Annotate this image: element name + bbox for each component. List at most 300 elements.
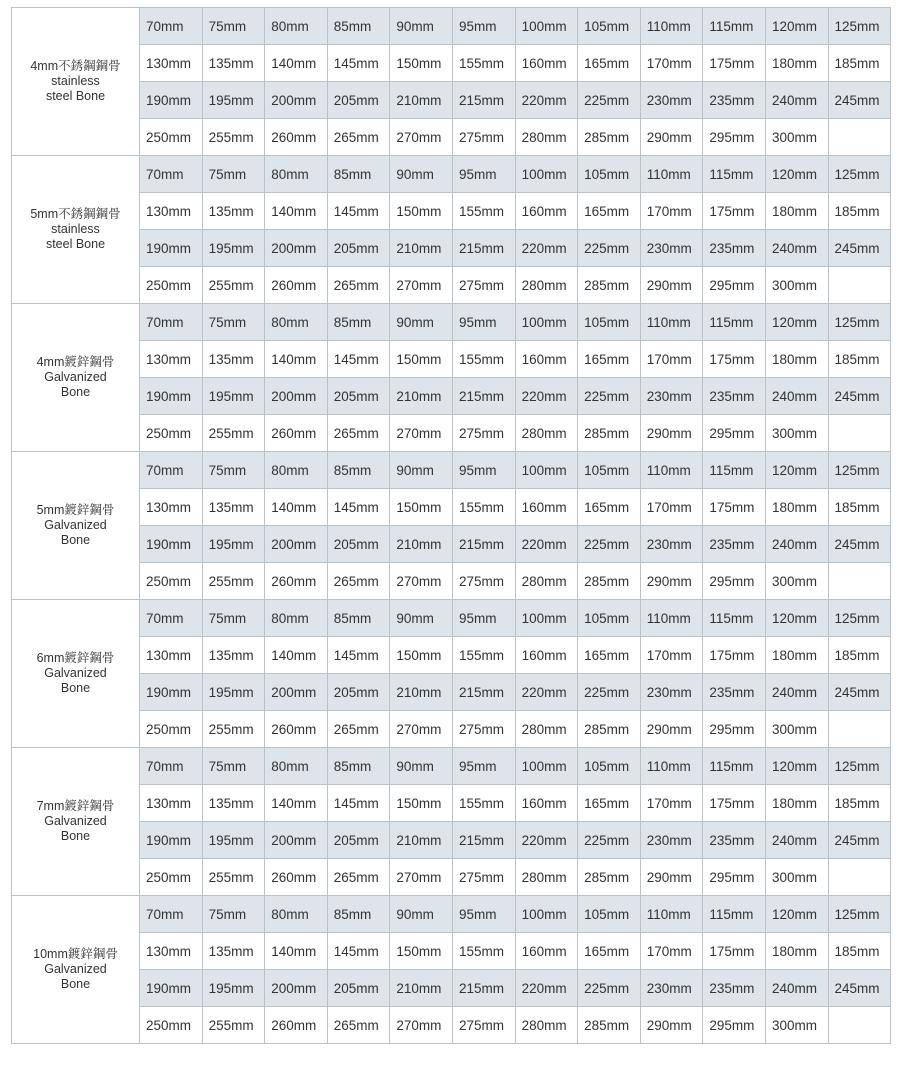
size-cell: 180mm <box>765 489 828 526</box>
size-cell: 125mm <box>828 156 891 193</box>
bone-type-label-line: Bone <box>60 829 91 843</box>
table-row <box>12 119 891 156</box>
bone-type-label <box>12 896 140 1044</box>
size-cell: 190mm <box>140 526 203 563</box>
size-cell: 205mm <box>327 526 390 563</box>
size-cell: 220mm <box>515 82 578 119</box>
size-cell: 120mm <box>765 748 828 785</box>
size-cell: 105mm <box>578 8 641 45</box>
bone-type-label-line: 4mm鍍鋅鋼骨 <box>36 355 115 369</box>
size-cell: 75mm <box>202 896 265 933</box>
size-cell: 295mm <box>703 119 766 156</box>
table-row <box>12 489 891 526</box>
size-cell: 220mm <box>515 230 578 267</box>
size-cell: 135mm <box>202 341 265 378</box>
size-cell: 200mm <box>265 970 328 1007</box>
size-cell: 170mm <box>640 193 703 230</box>
size-cell: 200mm <box>265 674 328 711</box>
size-cell: 145mm <box>327 193 390 230</box>
size-cell: 200mm <box>265 526 328 563</box>
size-cell: 290mm <box>640 267 703 304</box>
size-cell: 130mm <box>140 637 203 674</box>
size-cell: 280mm <box>515 563 578 600</box>
bone-type-label-line: 7mm鍍鋅鋼骨 <box>36 799 115 813</box>
size-cell: 235mm <box>703 970 766 1007</box>
size-cell <box>828 415 891 452</box>
size-cell: 150mm <box>390 785 453 822</box>
size-cell: 290mm <box>640 119 703 156</box>
size-cell: 190mm <box>140 970 203 1007</box>
size-cell: 210mm <box>390 378 453 415</box>
size-cell: 175mm <box>703 45 766 82</box>
size-cell: 245mm <box>828 526 891 563</box>
size-cell: 100mm <box>515 748 578 785</box>
table-row <box>12 933 891 970</box>
table-row <box>12 378 891 415</box>
size-cell: 220mm <box>515 822 578 859</box>
size-cell: 105mm <box>578 452 641 489</box>
size-cell: 300mm <box>765 119 828 156</box>
bone-type-label <box>12 156 140 304</box>
size-cell: 170mm <box>640 637 703 674</box>
size-cell: 230mm <box>640 674 703 711</box>
size-cell: 180mm <box>765 933 828 970</box>
table-row <box>12 230 891 267</box>
size-cell: 265mm <box>327 267 390 304</box>
size-cell: 260mm <box>265 415 328 452</box>
size-cell: 245mm <box>828 674 891 711</box>
size-cell: 260mm <box>265 267 328 304</box>
size-cell: 80mm <box>265 8 328 45</box>
size-cell: 285mm <box>578 267 641 304</box>
size-cell: 255mm <box>202 563 265 600</box>
size-cell: 295mm <box>703 563 766 600</box>
size-cell: 85mm <box>327 304 390 341</box>
size-cell: 115mm <box>703 8 766 45</box>
size-cell: 275mm <box>452 267 515 304</box>
size-cell: 290mm <box>640 415 703 452</box>
size-cell: 130mm <box>140 785 203 822</box>
size-cell: 295mm <box>703 1007 766 1044</box>
size-cell: 235mm <box>703 526 766 563</box>
size-cell: 155mm <box>452 45 515 82</box>
table-row <box>12 526 891 563</box>
size-cell: 215mm <box>452 822 515 859</box>
table-row <box>12 674 891 711</box>
size-cell: 90mm <box>390 748 453 785</box>
size-cell: 70mm <box>140 8 203 45</box>
size-cell: 85mm <box>327 8 390 45</box>
size-cell: 300mm <box>765 1007 828 1044</box>
size-cell: 125mm <box>828 8 891 45</box>
size-cell: 255mm <box>202 859 265 896</box>
size-cell: 155mm <box>452 637 515 674</box>
size-cell: 135mm <box>202 785 265 822</box>
bone-type-label-line: Galvanized <box>44 962 107 976</box>
size-cell: 210mm <box>390 230 453 267</box>
size-cell: 245mm <box>828 822 891 859</box>
size-cell: 295mm <box>703 415 766 452</box>
size-cell: 215mm <box>452 82 515 119</box>
size-cell: 110mm <box>640 8 703 45</box>
size-cell: 70mm <box>140 896 203 933</box>
table-row <box>12 748 891 785</box>
size-cell: 240mm <box>765 230 828 267</box>
size-cell: 175mm <box>703 933 766 970</box>
bone-type-label-line: Galvanized <box>44 370 107 384</box>
size-cell: 145mm <box>327 933 390 970</box>
size-cell: 290mm <box>640 711 703 748</box>
table-row <box>12 563 891 600</box>
table-row <box>12 637 891 674</box>
size-cell: 250mm <box>140 119 203 156</box>
size-cell: 210mm <box>390 82 453 119</box>
bone-type-label-line: Bone <box>60 385 91 399</box>
size-cell: 285mm <box>578 859 641 896</box>
size-cell: 140mm <box>265 193 328 230</box>
size-cell: 230mm <box>640 82 703 119</box>
size-cell: 130mm <box>140 489 203 526</box>
size-cell: 260mm <box>265 711 328 748</box>
table-row <box>12 970 891 1007</box>
size-cell: 235mm <box>703 82 766 119</box>
size-cell: 270mm <box>390 267 453 304</box>
size-cell: 210mm <box>390 674 453 711</box>
size-cell: 170mm <box>640 785 703 822</box>
size-cell: 75mm <box>202 748 265 785</box>
table-row <box>12 600 891 637</box>
size-cell <box>828 859 891 896</box>
size-cell: 240mm <box>765 674 828 711</box>
size-cell: 300mm <box>765 563 828 600</box>
size-cell: 95mm <box>452 156 515 193</box>
bone-type-label-line: Galvanized <box>44 666 107 680</box>
size-cell: 220mm <box>515 378 578 415</box>
size-cell: 80mm <box>265 896 328 933</box>
size-cell: 130mm <box>140 193 203 230</box>
size-cell: 185mm <box>828 341 891 378</box>
size-cell: 150mm <box>390 637 453 674</box>
size-cell: 70mm <box>140 156 203 193</box>
size-cell: 115mm <box>703 304 766 341</box>
size-cell: 80mm <box>265 748 328 785</box>
size-cell: 255mm <box>202 267 265 304</box>
size-cell: 280mm <box>515 859 578 896</box>
size-cell: 125mm <box>828 452 891 489</box>
size-cell: 190mm <box>140 674 203 711</box>
size-cell: 165mm <box>578 933 641 970</box>
size-cell: 115mm <box>703 748 766 785</box>
size-cell: 265mm <box>327 415 390 452</box>
bone-type-label-line: Galvanized <box>44 518 107 532</box>
size-cell: 300mm <box>765 859 828 896</box>
size-cell: 70mm <box>140 452 203 489</box>
size-cell: 240mm <box>765 970 828 1007</box>
size-cell: 120mm <box>765 600 828 637</box>
size-cell: 285mm <box>578 119 641 156</box>
size-cell: 185mm <box>828 193 891 230</box>
table-row <box>12 45 891 82</box>
size-cell: 270mm <box>390 563 453 600</box>
size-cell: 90mm <box>390 156 453 193</box>
size-cell: 110mm <box>640 304 703 341</box>
size-cell: 270mm <box>390 1007 453 1044</box>
bone-type-label <box>12 8 140 156</box>
size-cell: 170mm <box>640 45 703 82</box>
table-row <box>12 193 891 230</box>
size-cell: 230mm <box>640 378 703 415</box>
size-cell: 115mm <box>703 156 766 193</box>
size-cell: 185mm <box>828 933 891 970</box>
size-cell: 170mm <box>640 933 703 970</box>
bone-type-label-line: stainless <box>51 222 100 236</box>
size-cell: 160mm <box>515 193 578 230</box>
size-cell: 95mm <box>452 8 515 45</box>
table-row <box>12 859 891 896</box>
size-cell: 235mm <box>703 378 766 415</box>
size-cell: 145mm <box>327 341 390 378</box>
size-cell: 210mm <box>390 526 453 563</box>
size-cell: 265mm <box>327 711 390 748</box>
bone-size-spec-table <box>11 7 891 1044</box>
size-cell: 240mm <box>765 822 828 859</box>
size-cell: 160mm <box>515 341 578 378</box>
size-cell: 105mm <box>578 600 641 637</box>
table-row <box>12 8 891 45</box>
size-cell: 125mm <box>828 304 891 341</box>
bone-type-label <box>12 304 140 452</box>
size-cell: 70mm <box>140 600 203 637</box>
size-cell: 280mm <box>515 267 578 304</box>
size-cell: 165mm <box>578 193 641 230</box>
size-cell: 155mm <box>452 341 515 378</box>
size-cell: 110mm <box>640 452 703 489</box>
size-cell: 175mm <box>703 785 766 822</box>
size-cell: 210mm <box>390 970 453 1007</box>
size-cell: 105mm <box>578 156 641 193</box>
size-cell: 95mm <box>452 748 515 785</box>
size-cell: 300mm <box>765 415 828 452</box>
size-cell: 160mm <box>515 45 578 82</box>
table-row <box>12 341 891 378</box>
size-cell: 170mm <box>640 341 703 378</box>
size-cell: 160mm <box>515 933 578 970</box>
size-cell: 235mm <box>703 674 766 711</box>
size-cell: 90mm <box>390 304 453 341</box>
size-cell: 110mm <box>640 156 703 193</box>
size-cell: 85mm <box>327 156 390 193</box>
size-cell: 295mm <box>703 859 766 896</box>
size-cell: 190mm <box>140 230 203 267</box>
size-cell: 205mm <box>327 82 390 119</box>
size-cell: 235mm <box>703 230 766 267</box>
size-cell: 180mm <box>765 341 828 378</box>
size-cell: 275mm <box>452 711 515 748</box>
size-cell: 205mm <box>327 674 390 711</box>
size-cell: 175mm <box>703 637 766 674</box>
size-cell: 245mm <box>828 230 891 267</box>
size-cell: 230mm <box>640 970 703 1007</box>
size-cell <box>828 119 891 156</box>
size-cell: 140mm <box>265 45 328 82</box>
size-cell: 100mm <box>515 156 578 193</box>
size-cell: 250mm <box>140 415 203 452</box>
size-cell: 80mm <box>265 600 328 637</box>
size-cell: 155mm <box>452 489 515 526</box>
size-cell: 225mm <box>578 526 641 563</box>
size-cell: 205mm <box>327 970 390 1007</box>
bone-type-label-line: steel Bone <box>45 89 106 103</box>
size-cell: 225mm <box>578 822 641 859</box>
size-cell: 110mm <box>640 748 703 785</box>
size-cell: 70mm <box>140 304 203 341</box>
size-cell: 225mm <box>578 378 641 415</box>
size-cell: 195mm <box>202 526 265 563</box>
size-cell: 75mm <box>202 600 265 637</box>
size-cell: 120mm <box>765 8 828 45</box>
size-cell: 205mm <box>327 378 390 415</box>
size-cell: 75mm <box>202 304 265 341</box>
size-cell: 75mm <box>202 8 265 45</box>
size-cell: 260mm <box>265 563 328 600</box>
size-cell: 120mm <box>765 304 828 341</box>
size-cell: 140mm <box>265 489 328 526</box>
size-cell: 265mm <box>327 119 390 156</box>
size-cell: 135mm <box>202 489 265 526</box>
size-cell: 245mm <box>828 970 891 1007</box>
size-cell: 90mm <box>390 600 453 637</box>
size-cell: 165mm <box>578 489 641 526</box>
size-cell: 90mm <box>390 896 453 933</box>
size-cell: 265mm <box>327 563 390 600</box>
bone-type-label-line: Bone <box>60 533 91 547</box>
size-cell: 275mm <box>452 563 515 600</box>
table-row <box>12 156 891 193</box>
size-cell: 220mm <box>515 674 578 711</box>
size-cell: 195mm <box>202 378 265 415</box>
size-cell: 95mm <box>452 600 515 637</box>
size-cell: 285mm <box>578 1007 641 1044</box>
size-cell: 250mm <box>140 267 203 304</box>
size-cell: 250mm <box>140 1007 203 1044</box>
size-cell: 95mm <box>452 304 515 341</box>
size-cell: 215mm <box>452 970 515 1007</box>
size-cell: 235mm <box>703 822 766 859</box>
size-cell: 260mm <box>265 1007 328 1044</box>
size-cell: 280mm <box>515 119 578 156</box>
size-cell: 185mm <box>828 785 891 822</box>
size-cell <box>828 563 891 600</box>
size-cell: 180mm <box>765 785 828 822</box>
size-cell: 150mm <box>390 489 453 526</box>
size-cell: 135mm <box>202 933 265 970</box>
size-cell: 230mm <box>640 526 703 563</box>
size-cell: 195mm <box>202 82 265 119</box>
size-cell: 180mm <box>765 637 828 674</box>
size-cell: 265mm <box>327 859 390 896</box>
size-cell: 130mm <box>140 933 203 970</box>
size-cell: 300mm <box>765 711 828 748</box>
size-cell: 80mm <box>265 156 328 193</box>
size-cell: 150mm <box>390 193 453 230</box>
size-cell: 210mm <box>390 822 453 859</box>
size-cell: 135mm <box>202 193 265 230</box>
size-cell: 175mm <box>703 193 766 230</box>
bone-type-label-line: stainless <box>51 74 100 88</box>
size-cell: 110mm <box>640 600 703 637</box>
table-row <box>12 896 891 933</box>
size-cell: 105mm <box>578 304 641 341</box>
size-cell: 225mm <box>578 82 641 119</box>
size-cell: 215mm <box>452 526 515 563</box>
size-cell: 170mm <box>640 489 703 526</box>
table-row <box>12 304 891 341</box>
size-cell: 160mm <box>515 785 578 822</box>
size-cell: 80mm <box>265 304 328 341</box>
size-cell: 115mm <box>703 452 766 489</box>
size-cell: 225mm <box>578 970 641 1007</box>
size-cell: 280mm <box>515 415 578 452</box>
size-cell: 245mm <box>828 82 891 119</box>
size-cell: 245mm <box>828 378 891 415</box>
size-cell: 260mm <box>265 119 328 156</box>
size-cell: 150mm <box>390 933 453 970</box>
size-cell <box>828 1007 891 1044</box>
table-row <box>12 1007 891 1044</box>
size-cell: 85mm <box>327 600 390 637</box>
size-cell: 70mm <box>140 748 203 785</box>
size-cell: 275mm <box>452 415 515 452</box>
size-cell: 175mm <box>703 489 766 526</box>
size-cell: 290mm <box>640 859 703 896</box>
size-cell: 295mm <box>703 711 766 748</box>
size-cell: 215mm <box>452 674 515 711</box>
size-cell: 85mm <box>327 896 390 933</box>
size-cell: 205mm <box>327 230 390 267</box>
size-cell: 255mm <box>202 1007 265 1044</box>
size-cell: 125mm <box>828 748 891 785</box>
size-cell: 220mm <box>515 970 578 1007</box>
size-cell: 155mm <box>452 933 515 970</box>
size-cell: 215mm <box>452 378 515 415</box>
size-cell: 250mm <box>140 859 203 896</box>
size-cell: 165mm <box>578 341 641 378</box>
size-cell: 255mm <box>202 711 265 748</box>
size-cell: 200mm <box>265 230 328 267</box>
size-cell: 250mm <box>140 711 203 748</box>
size-cell: 285mm <box>578 415 641 452</box>
size-cell: 130mm <box>140 341 203 378</box>
size-cell: 200mm <box>265 378 328 415</box>
size-cell: 205mm <box>327 822 390 859</box>
bone-type-label-line: Bone <box>60 681 91 695</box>
table-row <box>12 452 891 489</box>
size-cell: 135mm <box>202 637 265 674</box>
size-cell: 145mm <box>327 785 390 822</box>
size-cell: 230mm <box>640 230 703 267</box>
size-cell: 145mm <box>327 45 390 82</box>
size-cell: 155mm <box>452 193 515 230</box>
size-cell: 195mm <box>202 822 265 859</box>
size-cell: 270mm <box>390 415 453 452</box>
size-cell: 160mm <box>515 489 578 526</box>
size-cell: 255mm <box>202 119 265 156</box>
size-cell: 125mm <box>828 600 891 637</box>
size-cell: 260mm <box>265 859 328 896</box>
table-row <box>12 711 891 748</box>
size-cell: 95mm <box>452 896 515 933</box>
size-cell: 185mm <box>828 637 891 674</box>
